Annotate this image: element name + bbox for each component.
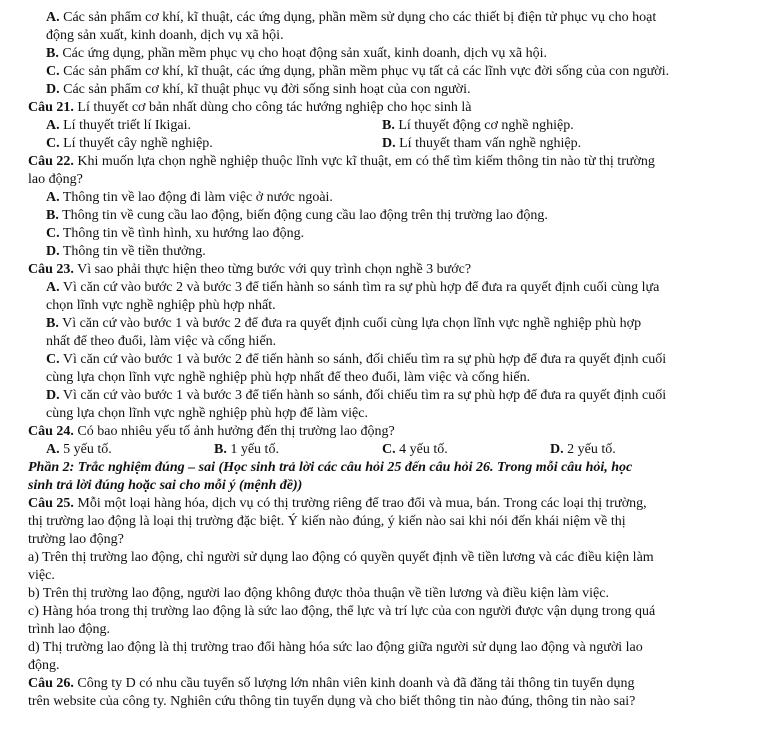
- question-23: [28, 261, 471, 279]
- q22-option-c: [46, 225, 304, 243]
- option-label: C.: [46, 226, 60, 241]
- question-label: Câu 24.: [28, 424, 74, 439]
- question-26: [28, 675, 634, 693]
- option-label: B.: [214, 442, 227, 457]
- q22-option-a: [46, 189, 333, 207]
- question-label: Câu 22.: [28, 154, 74, 169]
- q23-option-c-cont: cùng lựa chọn lĩnh vực nghề nghiệp phù hợp nhất để theo đuổi, làm việc và cống hiến.: [46, 370, 531, 385]
- option-label: B.: [46, 46, 59, 61]
- option-text: Các sản phẩm cơ khí, kĩ thuật phục vụ đời sống sinh hoạt của con người.: [63, 82, 471, 97]
- option-text: 1 yếu tố.: [230, 442, 279, 457]
- option-text: Các ứng dụng, phần mềm phục vụ cho hoạt động sản xuất, kinh doanh, dịch vụ xã hội.: [62, 46, 548, 61]
- option-label: B.: [382, 118, 395, 133]
- question-22-cont: lao động?: [28, 172, 83, 187]
- option-text: 5 yếu tố.: [63, 442, 112, 457]
- question-text: Mỗi một loại hàng hóa, dịch vụ có thị trường riêng để trao đổi và mua, bán. Trong các loại thị trường,: [77, 496, 647, 511]
- q21-option-c: [46, 135, 213, 153]
- question-25: [28, 495, 647, 513]
- question-25-cont-1: thị trường lao động là loại thị trường đặc biệt. Ý kiến nào đúng, ý kiến nào sai khi nói đến khái niệm về thị: [28, 514, 626, 529]
- q24-option-c: [382, 441, 448, 459]
- q22-option-d: [46, 243, 206, 261]
- option-label: A.: [46, 442, 60, 457]
- q24-option-b: [214, 441, 279, 459]
- q25-statement-d: d) Thị trường lao động là thị trường trao đổi hàng hóa sức lao động giữa người sử dụng lao động và người lao: [28, 640, 643, 655]
- q20-option-b: [46, 45, 547, 63]
- option-label: B.: [46, 316, 59, 331]
- q25-statement-c-cont: trình lao động.: [28, 622, 111, 637]
- q20-option-a: [46, 9, 656, 27]
- q21-option-d: [382, 135, 581, 153]
- q20-option-a-cont: động sản xuất, kinh doanh, dịch vụ xã hội.: [46, 28, 284, 43]
- q23-option-a-cont: chọn lĩnh vực nghề nghiệp phù hợp nhất.: [46, 298, 276, 313]
- q20-option-c: [46, 63, 669, 81]
- q23-option-a: [46, 279, 659, 297]
- option-text: Lí thuyết triết lí Ikigai.: [63, 118, 192, 133]
- question-label: Câu 25.: [28, 496, 74, 511]
- option-label: C.: [46, 136, 60, 151]
- question-21: [28, 99, 471, 117]
- option-text: Lí thuyết cây nghề nghiệp.: [63, 136, 213, 151]
- q23-option-d: [46, 387, 666, 405]
- option-label: A.: [46, 280, 60, 295]
- q21-option-a: [46, 117, 191, 135]
- part2-heading: Phần 2: Trắc nghiệm đúng – sai (Học sinh trả lời các câu hỏi 25 đến câu hỏi 26. Trong mỗi câu hỏi, học: [28, 460, 633, 475]
- option-label: D.: [382, 136, 396, 151]
- option-label: A.: [46, 10, 60, 25]
- option-label: A.: [46, 118, 60, 133]
- question-text: Có bao nhiêu yếu tố ảnh hưởng đến thị trường lao động?: [77, 424, 395, 439]
- option-text: Thông tin về cung cầu lao động, biến động cung cầu lao động trên thị trường lao động.: [62, 208, 548, 223]
- q25-statement-a-cont: việc.: [28, 568, 55, 583]
- q24-option-a: [46, 441, 112, 459]
- option-text: Vì căn cứ vào bước 1 và bước 3 để tiến hành so sánh, đối chiếu tìm ra sự phù hợp để đưa ra quyết định cuối: [62, 388, 667, 403]
- q23-option-d-cont: cùng lựa chọn lĩnh vực nghề nghiệp phù hợp để làm việc.: [46, 406, 368, 421]
- option-label: C.: [46, 352, 60, 367]
- option-text: 2 yếu tố.: [567, 442, 616, 457]
- question-label: Câu 26.: [28, 676, 74, 691]
- option-text: Các sản phẩm cơ khí, kĩ thuật, các ứng dụng, phần mềm sử dụng cho các thiết bị điện tử phục vụ cho hoạt: [63, 10, 657, 25]
- option-text: Thông tin về lao động đi làm việc ở nước ngoài.: [62, 190, 333, 205]
- option-label: D.: [46, 82, 60, 97]
- option-text: Lí thuyết tham vấn nghề nghiệp.: [399, 136, 582, 151]
- option-label: C.: [382, 442, 396, 457]
- option-text: Vì căn cứ vào bước 2 và bước 3 để tiến hành so sánh tìm ra sự phù hợp để đưa ra quyết định cuối cùng lựa: [62, 280, 660, 295]
- option-label: D.: [46, 388, 60, 403]
- question-text: Lí thuyết cơ bản nhất dùng cho công tác hướng nghiệp cho học sinh là: [77, 100, 472, 115]
- option-label: D.: [46, 244, 60, 259]
- part2-heading-cont: sinh trả lời đúng hoặc sai cho mỗi ý (mệnh đề)): [28, 478, 303, 493]
- option-text: Vì căn cứ vào bước 1 và bước 2 để đưa ra quyết định cuối cùng lựa chọn lĩnh vực nghề nghiệp phù hợp: [62, 316, 642, 331]
- q25-statement-b: b) Trên thị trường lao động, người lao động không được thỏa thuận về tiền lương và điều kiện làm việc.: [28, 586, 609, 601]
- q20-option-d: [46, 81, 470, 99]
- option-label: A.: [46, 190, 60, 205]
- q21-option-b: [382, 117, 574, 135]
- option-label: C.: [46, 64, 60, 79]
- option-text: Thông tin về tình hình, xu hướng lao động.: [62, 226, 305, 241]
- q25-statement-a: a) Trên thị trường lao động, chỉ người sử dụng lao động có quyền quyết định về tiền lương và các điều kiện làm: [28, 550, 654, 565]
- q23-option-b-cont: nhất để theo đuổi, làm việc và cống hiến.: [46, 334, 277, 349]
- q24-option-d: [550, 441, 616, 459]
- option-label: D.: [550, 442, 564, 457]
- question-text: Công ty D có nhu cầu tuyển số lượng lớn nhân viên kinh doanh và đã đăng tải thông tin tuyển dụng: [77, 676, 635, 691]
- question-26-cont: trên website của công ty. Nghiên cứu thông tin tuyển dụng và cho biết thông tin nào đúng, thông tin nào sai?: [28, 694, 636, 709]
- question-25-cont-2: trường lao động?: [28, 532, 124, 547]
- q25-statement-d-cont: động.: [28, 658, 60, 673]
- option-label: B.: [46, 208, 59, 223]
- q25-statement-c: c) Hàng hóa trong thị trường lao động là sức lao động, thể lực và trí lực của con người được vận dụng trong quá: [28, 604, 656, 619]
- question-text: Khi muốn lựa chọn nghề nghiệp thuộc lĩnh vực kĩ thuật, em có thể tìm kiếm thông tin nào từ thị trường: [77, 154, 655, 169]
- option-text: Thông tin về tiền thưởng.: [62, 244, 206, 259]
- option-text: Lí thuyết động cơ nghề nghiệp.: [398, 118, 574, 133]
- option-text: Vì căn cứ vào bước 1 và bước 2 để tiến hành so sánh, đối chiếu tìm ra sự phù hợp để đưa ra quyết định cuối: [62, 352, 667, 367]
- q23-option-c: [46, 351, 666, 369]
- q23-option-b: [46, 315, 641, 333]
- question-label: Câu 21.: [28, 100, 74, 115]
- option-text: 4 yếu tố.: [399, 442, 448, 457]
- question-text: Vì sao phải thực hiện theo từng bước với quy trình chọn nghề 3 bước?: [77, 262, 472, 277]
- question-24: [28, 423, 395, 441]
- option-text: Các sản phẩm cơ khí, kĩ thuật, các ứng dụng, phần mềm phục vụ tất cả các lĩnh vực đời sống của con người.: [63, 64, 670, 79]
- q22-option-b: [46, 207, 548, 225]
- question-label: Câu 23.: [28, 262, 74, 277]
- question-22: [28, 153, 655, 171]
